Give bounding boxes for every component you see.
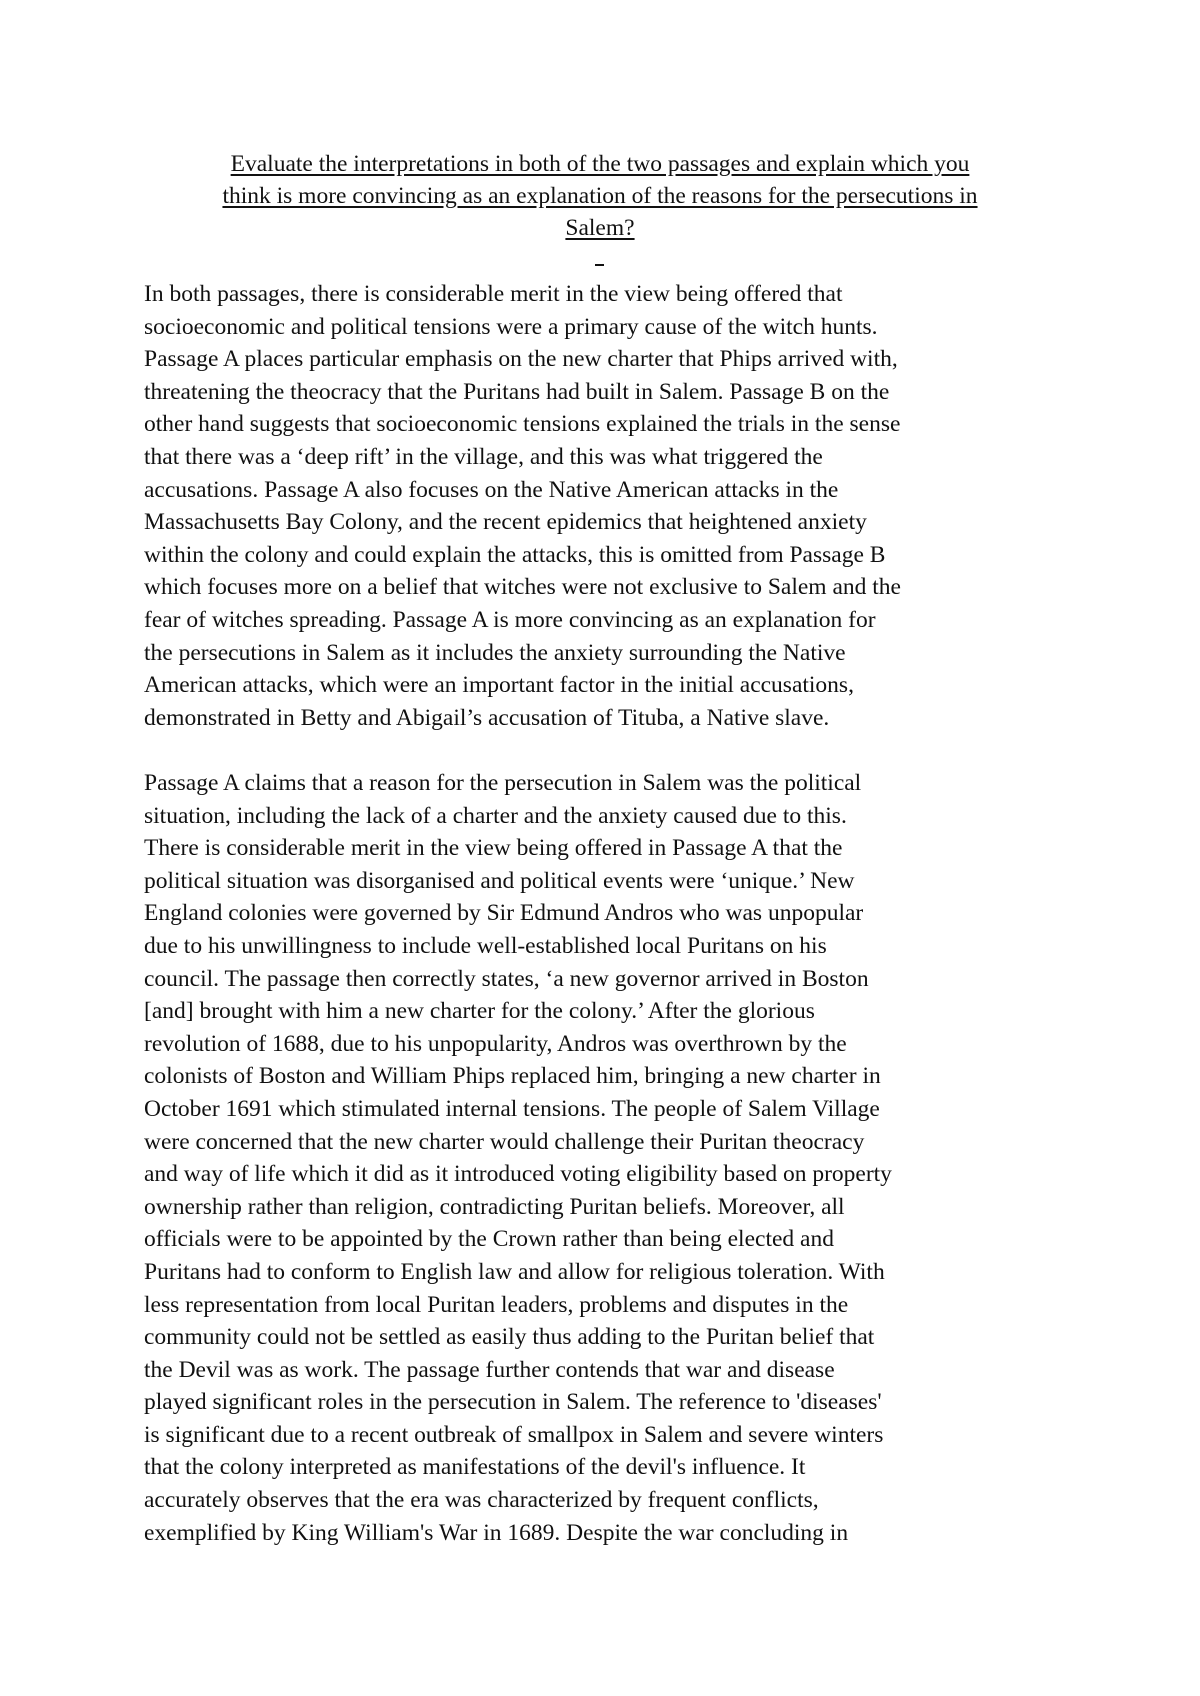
title-line: think is more convincing as an explanation of the reasons for the persecutions in [222,183,978,209]
text-line: Passage A places particular emphasis on the new charter that Phips arrived with, [144,346,898,373]
text-line: accurately observes that the era was characterized by frequent conflicts, [144,1487,819,1514]
paragraph-intro [144,278,1074,734]
text-line: American attacks, which were an important factor in the initial accusations, [144,672,854,699]
stray-dash-mark [595,264,604,266]
text-line: political situation was disorganised and political events were ‘unique.’ New [144,867,855,894]
text-line: the persecutions in Salem as it includes the anxiety surrounding the Native [144,639,846,666]
text-line: England colonies were governed by Sir Edmund Andros who was unpopular [144,900,864,927]
text-line: socioeconomic and political tensions were a primary cause of the witch hunts. [144,313,878,340]
text-line: ownership rather than religion, contradicting Puritan beliefs. Moreover, all [144,1193,845,1220]
text-line: accusations. Passage A also focuses on the Native American attacks in the [144,476,839,503]
text-line: less representation from local Puritan leaders, problems and disputes in the [144,1291,849,1318]
text-line: were concerned that the new charter would challenge their Puritan theocracy [144,1128,865,1155]
text-line: revolution of 1688, due to his unpopularity, Andros was overthrown by the [144,1030,847,1057]
text-line: within the colony and could explain the attacks, this is omitted from Passage B [144,541,886,568]
text-line: Puritans had to conform to English law and allow for religious toleration. With [144,1258,885,1285]
text-line: October 1691 which stimulated internal tensions. The people of Salem Village [144,1095,880,1122]
paragraph-passage-a [144,767,1074,1549]
text-line: [and] brought with him a new charter for the colony.’ After the glorious [144,998,815,1025]
text-line: colonists of Boston and William Phips replaced him, bringing a new charter in [144,1063,881,1090]
text-line: which focuses more on a belief that witches were not exclusive to Salem and the [144,574,901,601]
text-line: In both passages, there is considerable merit in the view being offered that [144,281,843,307]
text-line: officials were to be appointed by the Crown rather than being elected and [144,1226,834,1253]
text-line: demonstrated in Betty and Abigail’s accusation of Tituba, a Native slave. [144,704,830,731]
text-line: Passage A claims that a reason for the persecution in Salem was the political [144,770,862,796]
text-line: that there was a ‘deep rift’ in the village, and this was what triggered the [144,443,823,470]
text-line: due to his unwillingness to include well-established local Puritans on his [144,932,827,959]
title-line: Evaluate the interpretations in both of the two passages and explain which you [230,151,970,177]
text-line: There is considerable merit in the view being offered in Passage A that the [144,835,843,862]
text-line: and way of life which it did as it introduced voting eligibility based on property [144,1161,892,1188]
text-line: is significant due to a recent outbreak of smallpox in Salem and severe winters [144,1421,884,1448]
text-line: community could not be settled as easily thus adding to the Puritan belief that [144,1324,875,1351]
text-line: played significant roles in the persecution in Salem. The reference to 'diseases' [144,1389,882,1416]
text-line: Massachusetts Bay Colony, and the recent epidemics that heightened anxiety [144,509,867,536]
text-line: fear of witches spreading. Passage A is more convincing as an explanation for [144,606,876,633]
text-line: other hand suggests that socioeconomic tensions explained the trials in the sense [144,411,901,438]
essay-question-title [140,148,1060,244]
text-line: that the colony interpreted as manifestations of the devil's influence. It [144,1454,806,1481]
title-line: Salem? [565,215,635,241]
text-line: the Devil was as work. The passage further contends that war and disease [144,1356,835,1383]
text-line: exemplified by King William's War in 1689. Despite the war concluding in [144,1519,849,1546]
text-line: situation, including the lack of a charter and the anxiety caused due to this. [144,802,847,829]
text-line: threatening the theocracy that the Puritans had built in Salem. Passage B on the [144,378,890,405]
text-line: council. The passage then correctly states, ‘a new governor arrived in Boston [144,965,869,992]
